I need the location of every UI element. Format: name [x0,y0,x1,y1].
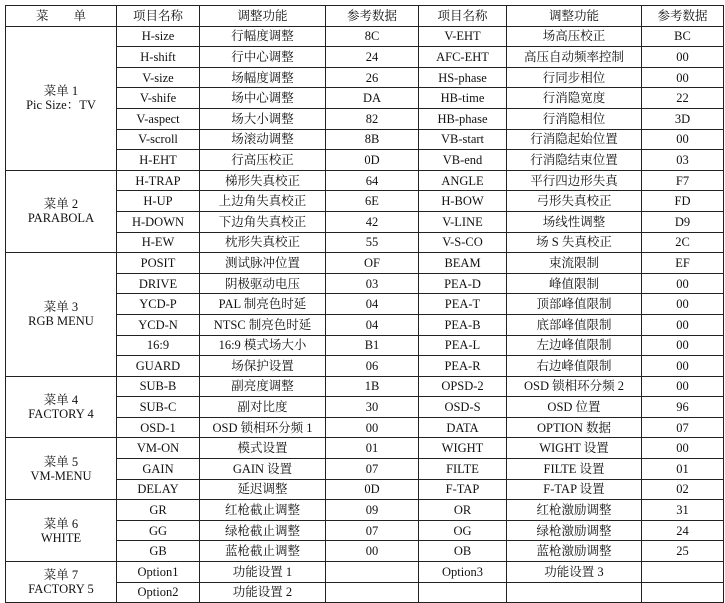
item-name-2-cell: OR [419,500,507,521]
header-reference-data-2: 参考数据 [642,6,724,27]
reference-data-2-cell: 00 [642,314,724,335]
reference-data-2-cell [642,582,724,603]
reference-data-2-cell: 00 [642,356,724,377]
function-2-cell: 右边峰值限制 [507,356,642,377]
item-name-2-cell: OB [419,541,507,562]
item-name-cell: SUB-C [117,397,200,418]
item-name-2-cell: HB-time [419,88,507,109]
header-menu: 菜 单 [6,6,117,27]
item-name-cell: DELAY [117,479,200,500]
function-cell: 场大小调整 [200,108,326,129]
function-2-cell: 功能设置 3 [507,562,642,583]
item-name-cell: H-shift [117,47,200,68]
item-name-cell: GG [117,520,200,541]
reference-data-cell: 24 [326,47,419,68]
reference-data-2-cell [642,562,724,583]
function-cell: 下边角失真校正 [200,211,326,232]
reference-data-cell: 6E [326,191,419,212]
item-name-2-cell: H-BOW [419,191,507,212]
item-name-2-cell: V-LINE [419,211,507,232]
item-name-2-cell: ANGLE [419,170,507,191]
function-cell: NTSC 制亮色时延 [200,314,326,335]
reference-data-cell: 42 [326,211,419,232]
table-row [6,26,724,47]
reference-data-2-cell: 00 [642,67,724,88]
function-2-cell: 行同步相位 [507,67,642,88]
function-cell: PAL 制亮色时延 [200,294,326,315]
item-name-cell: GUARD [117,356,200,377]
function-cell: 行幅度调整 [200,26,326,47]
item-name-cell: Option2 [117,582,200,603]
item-name-cell: H-EW [117,232,200,253]
item-name-cell: H-UP [117,191,200,212]
menu-title: Pic Size：TV [26,98,96,113]
item-name-cell: V-scroll [117,129,200,150]
reference-data-cell: 03 [326,273,419,294]
function-2-cell: 行消隐相位 [507,108,642,129]
function-2-cell [507,582,642,603]
item-name-cell: DRIVE [117,273,200,294]
reference-data-cell: 26 [326,67,419,88]
item-name-2-cell: PEA-B [419,314,507,335]
reference-data-2-cell: 96 [642,397,724,418]
function-2-cell: OPTION 数据 [507,417,642,438]
header-function: 调整功能 [200,6,326,27]
menu-number: 菜单 6 [43,516,79,531]
function-cell: 绿枪截止调整 [200,520,326,541]
function-2-cell: 行消隐宽度 [507,88,642,109]
reference-data-cell: 8B [326,129,419,150]
menu-number: 菜单 7 [43,568,79,583]
reference-data-cell [326,582,419,603]
item-name-2-cell: HS-phase [419,67,507,88]
table-row [6,562,724,583]
reference-data-2-cell: 22 [642,88,724,109]
item-name-2-cell: VB-end [419,150,507,171]
menu-number: 菜单 3 [43,300,79,315]
item-name-2-cell: PEA-R [419,356,507,377]
function-2-cell: 高压自动频率控制 [507,47,642,68]
function-2-cell: 红枪激励调整 [507,500,642,521]
menu-title: FACTORY 4 [28,407,94,422]
reference-data-2-cell: 01 [642,459,724,480]
reference-data-cell: 8C [326,26,419,47]
menu-cell [6,562,117,603]
item-name-cell: Option1 [117,562,200,583]
function-2-cell: 行消隐起始位置 [507,129,642,150]
function-cell: 蓝枪截止调整 [200,541,326,562]
reference-data-cell: 55 [326,232,419,253]
function-2-cell: 峰值限制 [507,273,642,294]
item-name-cell: V-shife [117,88,200,109]
function-2-cell: 束流限制 [507,253,642,274]
reference-data-cell: 1B [326,376,419,397]
reference-data-cell: OF [326,253,419,274]
function-cell: 行中心调整 [200,47,326,68]
header-item-name-2: 项目名称 [419,6,507,27]
function-2-cell: 顶部峰值限制 [507,294,642,315]
header-item-name: 项目名称 [117,6,200,27]
reference-data-cell: 07 [326,459,419,480]
reference-data-2-cell: 00 [642,376,724,397]
function-cell: 场滚动调整 [200,129,326,150]
reference-data-2-cell: 07 [642,417,724,438]
reference-data-cell: 0D [326,479,419,500]
item-name-cell: H-DOWN [117,211,200,232]
reference-data-cell: 00 [326,417,419,438]
function-cell: 测试脉冲位置 [200,253,326,274]
table-row [6,438,724,459]
function-cell: 功能设置 1 [200,562,326,583]
reference-data-cell: 09 [326,500,419,521]
function-cell: OSD 锁相环分频 1 [200,417,326,438]
reference-data-cell: 04 [326,294,419,315]
table-row [6,253,724,274]
item-name-cell: YCD-P [117,294,200,315]
function-cell: 行高压校正 [200,150,326,171]
reference-data-cell: 06 [326,356,419,377]
menu-title: FACTORY 5 [28,582,94,597]
reference-data-2-cell: 24 [642,520,724,541]
function-2-cell: 左边峰值限制 [507,335,642,356]
item-name-2-cell: V-EHT [419,26,507,47]
function-2-cell: WIGHT 设置 [507,438,642,459]
table-row [6,500,724,521]
item-name-cell: YCD-N [117,314,200,335]
function-cell: 副对比度 [200,397,326,418]
menu-cell [6,500,117,562]
function-2-cell: OSD 锁相环分频 2 [507,376,642,397]
menu-number: 菜单 1 [43,84,79,99]
reference-data-2-cell: 3D [642,108,724,129]
function-2-cell: 行消隐结束位置 [507,150,642,171]
menu-number: 菜单 5 [43,454,79,469]
item-name-cell: 16:9 [117,335,200,356]
reference-data-2-cell: 25 [642,541,724,562]
menu-title: PARABOLA [27,211,95,226]
reference-data-2-cell: 00 [642,129,724,150]
item-name-cell: GR [117,500,200,521]
item-name-2-cell: BEAM [419,253,507,274]
reference-data-cell: 04 [326,314,419,335]
reference-data-2-cell: FD [642,191,724,212]
item-name-cell: V-size [117,67,200,88]
item-name-cell: VM-ON [117,438,200,459]
reference-data-2-cell: D9 [642,211,724,232]
item-name-2-cell: PEA-T [419,294,507,315]
function-2-cell: 场 S 失真校正 [507,232,642,253]
header-row [6,6,724,27]
menu-number: 菜单 4 [43,393,79,408]
menu-cell [6,253,117,377]
menu-title: VM-MENU [30,468,92,483]
menu-cell [6,170,117,252]
reference-data-2-cell: 00 [642,438,724,459]
reference-data-2-cell: 31 [642,500,724,521]
reference-data-cell: B1 [326,335,419,356]
item-name-cell: OSD-1 [117,417,200,438]
reference-data-cell: DA [326,88,419,109]
function-cell: 场中心调整 [200,88,326,109]
item-name-cell: GB [117,541,200,562]
function-2-cell: 平行四边形失真 [507,170,642,191]
reference-data-2-cell: 03 [642,150,724,171]
function-2-cell: 蓝枪激励调整 [507,541,642,562]
item-name-cell: V-aspect [117,108,200,129]
function-cell: 延迟调整 [200,479,326,500]
function-2-cell: 弓形失真校正 [507,191,642,212]
item-name-2-cell: HB-phase [419,108,507,129]
table-row [6,170,724,191]
menu-cell [6,376,117,438]
reference-data-cell: 82 [326,108,419,129]
item-name-2-cell: PEA-L [419,335,507,356]
reference-data-cell: 30 [326,397,419,418]
item-name-2-cell: V-S-CO [419,232,507,253]
function-cell: 16:9 模式场大小 [200,335,326,356]
reference-data-cell: 64 [326,170,419,191]
menu-cell [6,26,117,170]
reference-data-cell: 01 [326,438,419,459]
reference-data-2-cell: F7 [642,170,724,191]
header-function-2: 调整功能 [507,6,642,27]
function-cell: GAIN 设置 [200,459,326,480]
function-cell: 副亮度调整 [200,376,326,397]
item-name-2-cell: OSD-S [419,397,507,418]
menu-title: WHITE [40,530,82,545]
item-name-cell: GAIN [117,459,200,480]
item-name-2-cell: PEA-D [419,273,507,294]
function-cell: 模式设置 [200,438,326,459]
function-cell: 上边角失真校正 [200,191,326,212]
reference-data-2-cell: 00 [642,294,724,315]
table-row [6,376,724,397]
item-name-cell: H-EHT [117,150,200,171]
item-name-2-cell: AFC-EHT [419,47,507,68]
function-cell: 阴极驱动电压 [200,273,326,294]
reference-data-2-cell: 00 [642,47,724,68]
menu-number: 菜单 2 [43,197,79,212]
function-cell: 场保护设置 [200,356,326,377]
item-name-2-cell: VB-start [419,129,507,150]
function-2-cell: OSD 位置 [507,397,642,418]
reference-data-2-cell: 00 [642,273,724,294]
function-2-cell: 底部峰值限制 [507,314,642,335]
function-cell: 红枪截止调整 [200,500,326,521]
function-2-cell: F-TAP 设置 [507,479,642,500]
item-name-cell: H-TRAP [117,170,200,191]
reference-data-cell: 07 [326,520,419,541]
reference-data-2-cell: 2C [642,232,724,253]
menu-title: RGB MENU [28,314,94,329]
item-name-2-cell: F-TAP [419,479,507,500]
reference-data-2-cell: BC [642,26,724,47]
function-cell: 梯形失真校正 [200,170,326,191]
reference-data-cell: 0D [326,150,419,171]
function-2-cell: 场线性调整 [507,211,642,232]
function-2-cell: FILTE 设置 [507,459,642,480]
item-name-2-cell [419,582,507,603]
header-reference-data: 参考数据 [326,6,419,27]
reference-data-2-cell: 02 [642,479,724,500]
item-name-2-cell: OG [419,520,507,541]
reference-data-cell [326,562,419,583]
reference-data-2-cell: EF [642,253,724,274]
function-2-cell: 绿枪激励调整 [507,520,642,541]
item-name-cell: POSIT [117,253,200,274]
function-cell: 功能设置 2 [200,582,326,603]
function-cell: 枕形失真校正 [200,232,326,253]
item-name-cell: H-size [117,26,200,47]
reference-data-cell: 00 [326,541,419,562]
function-2-cell: 场高压校正 [507,26,642,47]
item-name-2-cell: FILTE [419,459,507,480]
reference-data-2-cell: 00 [642,335,724,356]
function-cell: 场幅度调整 [200,67,326,88]
item-name-2-cell: WIGHT [419,438,507,459]
service-menu-table [5,5,724,603]
menu-cell [6,438,117,500]
item-name-2-cell: OPSD-2 [419,376,507,397]
item-name-2-cell: Option3 [419,562,507,583]
item-name-2-cell: DATA [419,417,507,438]
item-name-cell: SUB-B [117,376,200,397]
